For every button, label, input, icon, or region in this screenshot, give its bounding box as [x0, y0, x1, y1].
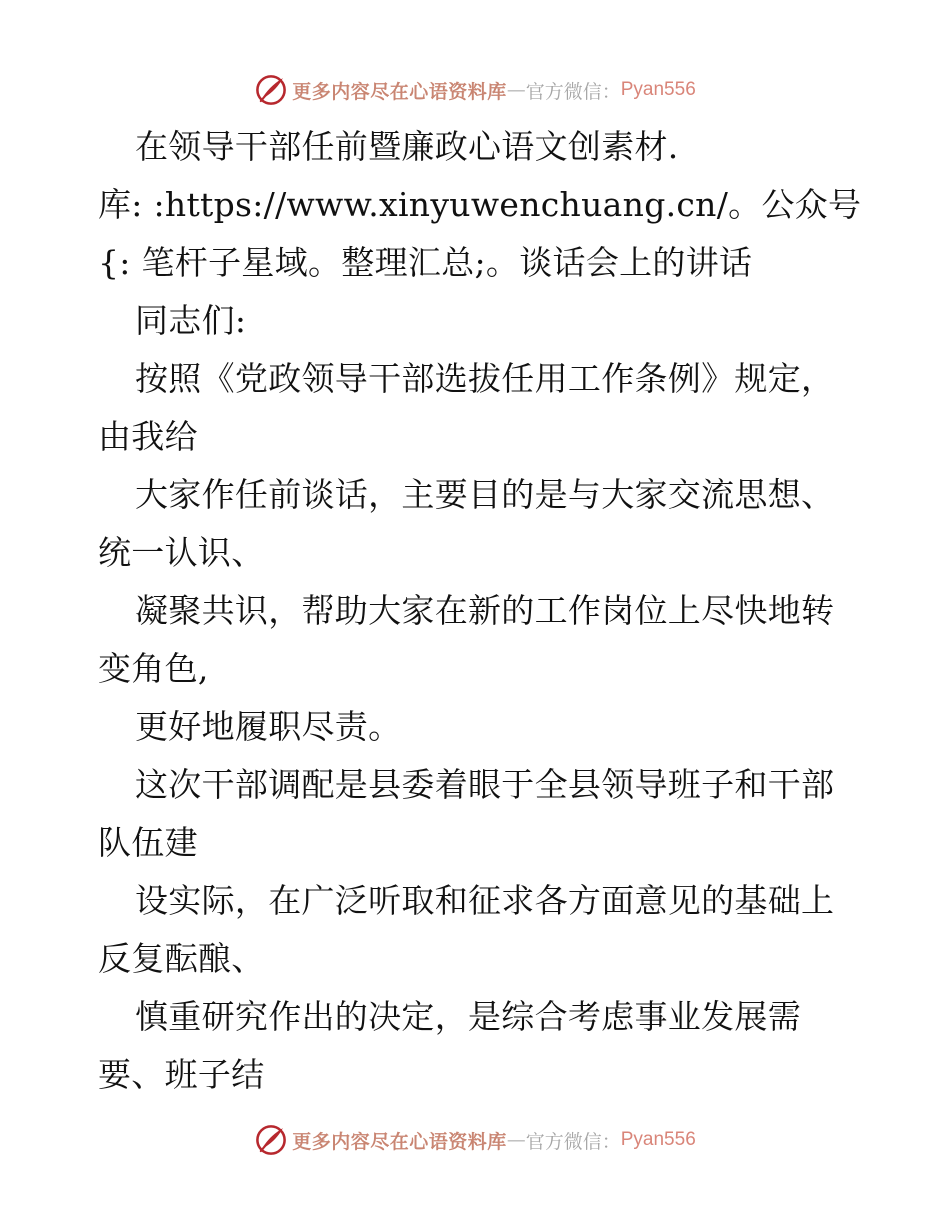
doc-line: 反复酝酿、: [98, 939, 265, 978]
banner-dash: —: [506, 79, 526, 101]
doc-line: 在领导干部任前暨廉政心语文创素材.: [135, 127, 679, 166]
doc-line: 设实际，在广泛听取和征求各方面意见的基础上: [135, 881, 835, 920]
quill-logo-icon: [254, 1123, 288, 1157]
doc-line: 大家作任前谈话，主要目的是与大家交流思想、: [135, 475, 835, 514]
header-banner: [0, 70, 950, 110]
doc-line: 要、班子结: [98, 1055, 265, 1094]
doc-line: 同志们:: [135, 301, 247, 340]
doc-line: 凝聚共识，帮助大家在新的工作岗位上尽快地转: [135, 591, 835, 630]
banner-main-text: 更多内容尽在心语资料库: [292, 1130, 507, 1153]
doc-line: 按照《党政领导干部选拔任用工作条例》规定，: [135, 359, 835, 398]
doc-line: 库: :https://www.xinyuwenchuang.cn/。公众号: [98, 185, 862, 224]
footer-banner: [0, 1120, 950, 1160]
doc-line: 这次干部调配是县委着眼于全县领导班子和干部: [135, 765, 835, 804]
banner-wechat-label: 官方微信：: [525, 80, 621, 103]
banner-main-text: 更多内容尽在心语资料库: [292, 80, 507, 103]
doc-line: 更好地履职尽责。: [135, 707, 402, 746]
doc-line: 由我给: [98, 417, 198, 456]
doc-line: 变角色,: [98, 649, 209, 688]
banner-dash: —: [506, 1129, 526, 1151]
quill-logo-icon: [254, 73, 288, 107]
doc-line: 慎重研究作出的决定，是综合考虑事业发展需: [135, 997, 801, 1036]
doc-line: 队伍建: [98, 823, 198, 862]
banner-wechat-id: Pyan556: [620, 1129, 696, 1150]
doc-line: {: 笔杆子星域。整理汇总;。谈话会上的讲话: [98, 243, 753, 282]
banner-wechat-label: 官方微信：: [525, 1130, 621, 1153]
banner-wechat-id: Pyan556: [620, 79, 696, 100]
doc-line: 统一认识、: [98, 533, 265, 572]
